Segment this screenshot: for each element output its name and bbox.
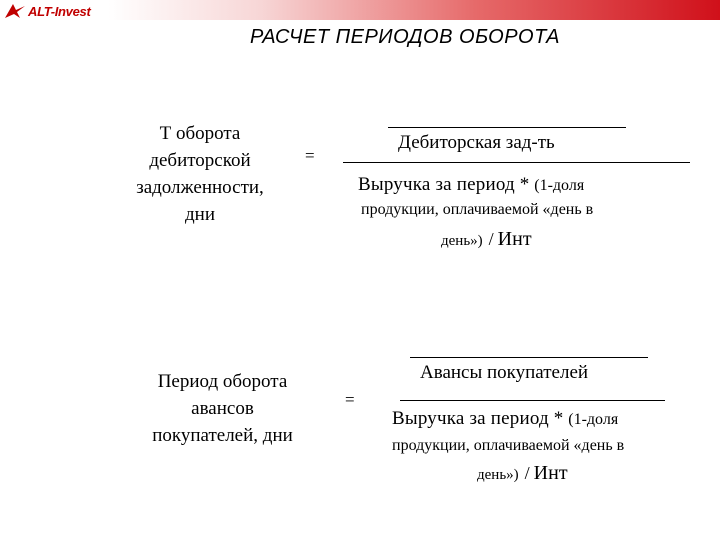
formula1-slash: / — [488, 229, 494, 249]
formula2-den-line3 — [477, 462, 568, 485]
formula2-den-tail: (1-доля — [568, 411, 619, 428]
formula2-slash: / — [524, 463, 530, 483]
formula2-lhs — [120, 368, 325, 449]
formula2-den-line2: продукции, оплачиваемой «день в — [392, 437, 625, 454]
formula1-int: Инт — [497, 228, 532, 250]
formula1-lhs-line: задолженности, — [136, 177, 264, 198]
formula1-lhs-line: дебиторской — [149, 150, 251, 171]
formula1-lhs — [95, 120, 305, 228]
arrow-plane-icon — [4, 2, 26, 20]
formula1-den-line3 — [441, 228, 532, 251]
formula1-fraction-bar — [343, 162, 690, 163]
formula2-overline — [410, 357, 648, 358]
page-title: РАСЧЕТ ПЕРИОДОВ ОБОРОТА — [249, 26, 560, 48]
formula1-denominator — [358, 174, 584, 196]
formula1-den-line2: продукции, оплачиваемой «день в — [361, 201, 594, 218]
logo-text: ALT-Invest — [28, 3, 91, 19]
company-logo — [4, 2, 91, 20]
formula1-numerator: Дебиторская зад-ть — [398, 132, 555, 153]
formula2-equals: = — [345, 390, 355, 409]
formula1-equals: = — [305, 146, 315, 165]
formula2-lhs-line: авансов — [191, 398, 254, 419]
formula2-den-main: Выручка за период * — [392, 408, 564, 429]
formula2-numerator: Авансы покупателей — [420, 362, 589, 383]
formula2-denominator — [392, 408, 618, 430]
formula1-den-tail: (1-доля — [534, 177, 585, 194]
formula1-lhs-line: Т оборота — [159, 123, 241, 144]
formula2-den-line3-text: день») — [477, 467, 519, 483]
formula2-fraction-bar — [400, 400, 665, 401]
formula2-lhs-line: Период оборота — [157, 371, 288, 392]
formula1-lhs-line: дни — [184, 204, 215, 225]
formula1-den-main: Выручка за период * — [358, 174, 530, 195]
formula1-overline — [388, 127, 626, 128]
formula1-den-line3-text: день») — [441, 233, 483, 249]
formula2-int: Инт — [533, 462, 568, 484]
header-gradient-bar — [108, 0, 720, 20]
formula2-lhs-line: покупателей, дни — [152, 425, 293, 446]
